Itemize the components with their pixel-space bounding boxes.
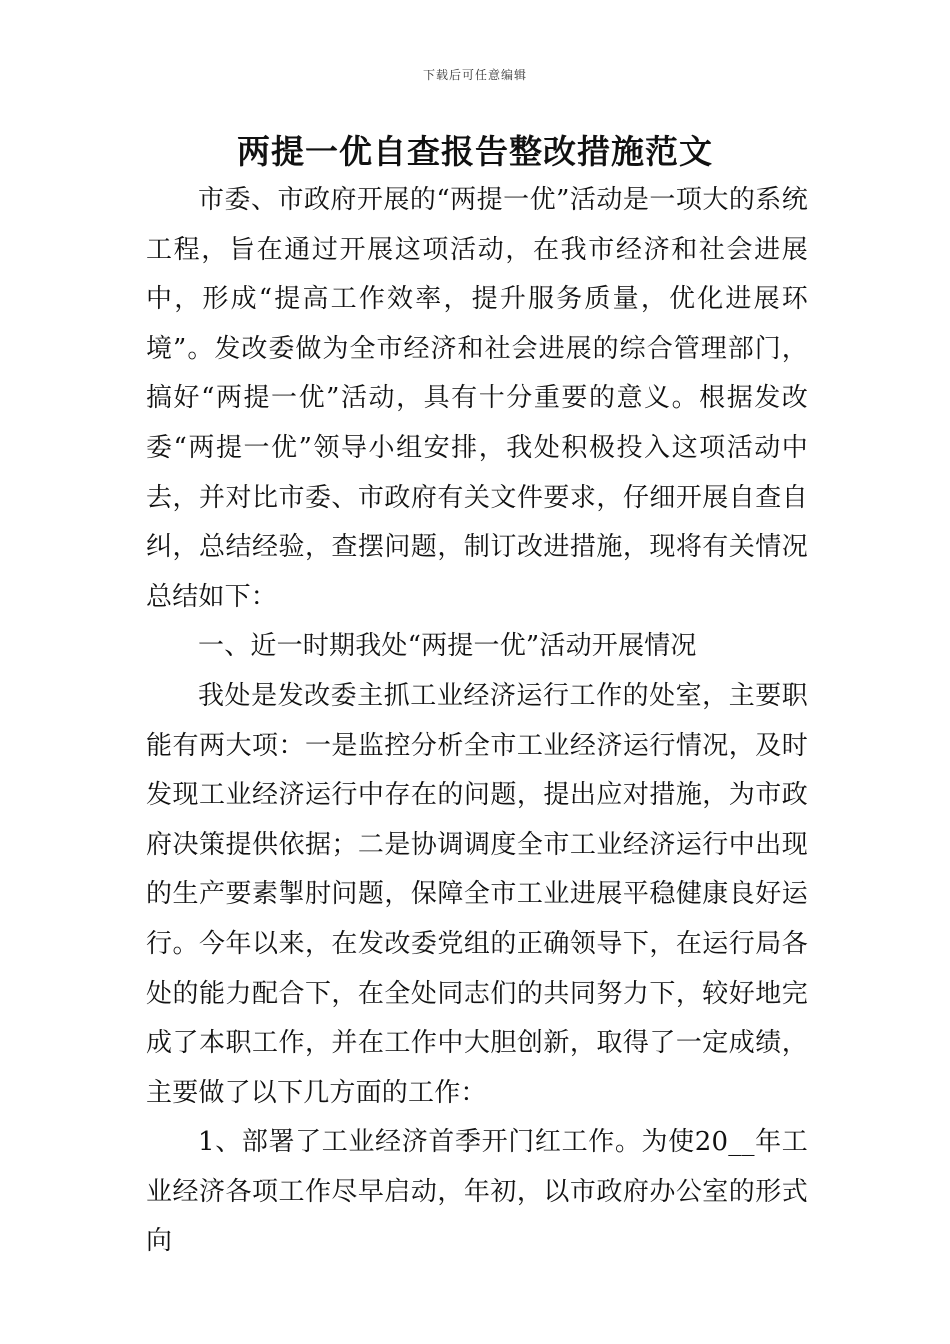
paragraph-section-1: 我处是发改委主抓工业经济运行工作的处室，主要职能有两大项：一是监控分析全市工业经济运行情况，及时发现工业经济运行中存在的问题，提出应对措施，为市政府决策提供依据；二是协调调度全市工业经济运行中出现的生产要素掣肘问题，保障全市工业进展平稳健康良好运行。今年以来，在发改委党组的正确领导下，在运行局各处的能力配合下，在全处同志们的共同努力下，较好地完成了本职工作，并在工作中大胆创新，取得了一定成绩，主要做了以下几方面的工作： — [146, 680, 808, 1108]
document-body — [146, 176, 808, 1267]
section-heading-1: 一、近一时期我处“两提一优”活动开展情况 — [198, 631, 697, 662]
paragraph-intro: 市委、市政府开展的“两提一优”活动是一项大的系统工程，旨在通过开展这项活动，在我市经济和社会进展中，形成“提高工作效率，提升服务质量，优化进展环境”。发改委做为全市经济和社会进展的综合管理部门，搞好“两提一优”活动，具有十分重要的意义。根据发改委“两提一优”领导小组安排，我处积极投入这项活动中去，并对比市委、市政府有关文件要求，仔细开展自查自纠，总结经验，查摆问题，制订改进措施，现将有关情况总结如下： — [146, 185, 808, 612]
document-title: 两提一优自查报告整改措施范文 — [237, 132, 713, 171]
paragraph-item-1: 1、部署了工业经济首季开门红工作。为使20__年工业经济各项工作尽早启动，年初，以市政府办公室的形式向 — [146, 1127, 808, 1257]
header-note: 下载后可任意编辑 — [422, 68, 527, 82]
